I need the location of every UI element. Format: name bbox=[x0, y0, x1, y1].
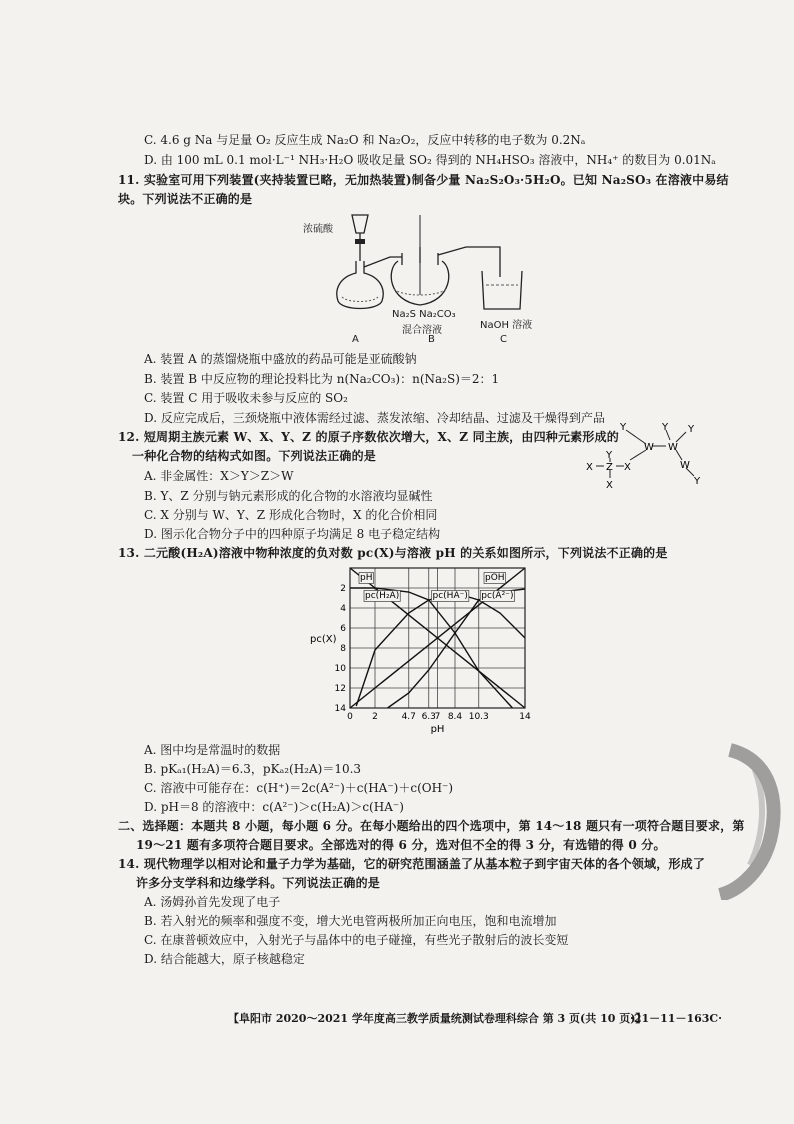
label-b-solution-2: 混合溶液 bbox=[402, 325, 442, 336]
atom-x-2: X bbox=[624, 462, 631, 473]
q13-stem: 13. 二元酸(H₂A)溶液中物种浓度的负对数 pc(X)与溶液 pH 的关系如图所示，下列说法不正确的是 bbox=[118, 546, 668, 560]
y-tick-4: 10 bbox=[334, 664, 346, 674]
q13-option-d: D. pH＝8 的溶液中：c(A²⁻)＞c(H₂A)＞c(HA⁻) bbox=[144, 800, 404, 814]
q11-option-b: B. 装置 B 中反应物的理论投料比为 n(Na₂CO₃)：n(Na₂S)＝2：1 bbox=[144, 372, 500, 386]
q11-stem-line2: 块。下列说法不正确的是 bbox=[118, 192, 253, 206]
section-2-heading-line1: 二、选择题：本题共 8 小题，每小题 6 分。在每小题给出的四个选项中，第 14～18 题只有一项符合题目要求，第 bbox=[118, 819, 745, 833]
label-device-a: A bbox=[352, 334, 359, 345]
q14-option-a: A. 汤姆孙首先发现了电子 bbox=[144, 895, 281, 909]
y-tick-1: 4 bbox=[340, 604, 346, 614]
q14-option-b: B. 若入射光的频率和强度不变，增大光电管两极所加正向电压，饱和电流增加 bbox=[144, 914, 557, 928]
x-tick-3: 6.3 bbox=[421, 712, 436, 722]
pc-ph-chart bbox=[300, 560, 550, 735]
atom-w-1: W bbox=[644, 442, 654, 453]
atom-x-1: X bbox=[586, 462, 593, 473]
q13-option-b: B. pKₐ₁(H₂A)＝6.3，pKₐ₂(H₂A)＝10.3 bbox=[144, 762, 362, 776]
q14-stem-line2: 许多分支学科和边缘学科。下列说法正确的是 bbox=[136, 876, 381, 890]
beaker-c bbox=[482, 271, 522, 309]
series-line-4 bbox=[388, 589, 526, 708]
atom-y-2: Y bbox=[662, 422, 669, 433]
label-device-c: C bbox=[500, 334, 507, 345]
q11-stem-line1: 11. 实验室可用下列装置(夹持装置已略，无加热装置)制备少量 Na₂S₂O₃·5H₂O。已知 Na₂SO₃ 在溶液中易结 bbox=[118, 173, 729, 187]
q14-option-d: D. 结合能越大，原子核越稳定 bbox=[144, 952, 305, 966]
y-tick-3: 8 bbox=[340, 644, 346, 654]
x-tick-7: 14 bbox=[519, 712, 531, 722]
flask-a-reagent bbox=[342, 297, 378, 302]
label-concentrated-acid: 浓硫酸 bbox=[303, 224, 333, 235]
x-tick-5: 8.4 bbox=[447, 712, 463, 722]
annotation-2: pc(HA⁻) bbox=[432, 591, 468, 601]
y-axis-label: pc(X) bbox=[310, 634, 337, 645]
series-line-3 bbox=[356, 593, 525, 706]
atom-w-2: W bbox=[668, 442, 678, 453]
q12-stem-line1: 12. 短周期主族元素 W、X、Y、Z 的原子序数依次增大，X、Z 同主族，由四种元素形成的 bbox=[118, 430, 619, 444]
page-footer-code: ·21－11－163C· bbox=[630, 1012, 722, 1025]
structure-formula bbox=[582, 420, 712, 495]
atom-y-1: Y bbox=[620, 422, 627, 433]
x-tick-2: 4.7 bbox=[401, 712, 416, 722]
funnel-stopcock bbox=[355, 239, 365, 244]
scan-artifact bbox=[700, 740, 790, 900]
atom-y-3: Y bbox=[606, 450, 613, 461]
y-tick-6: 14 bbox=[334, 704, 346, 714]
label-b-solution-1: Na₂S Na₂CO₃ bbox=[392, 309, 456, 320]
q12-option-d: D. 图示化合物分子中的四种原子均满足 8 电子稳定结构 bbox=[144, 527, 441, 541]
q14-option-c: C. 在康普顿效应中，入射光子与晶体中的电子碰撞，有些光子散射后的波长变短 bbox=[144, 933, 569, 947]
atom-x-3: X bbox=[606, 480, 613, 491]
section-2-heading-line2: 19～21 题有多项符合题目要求。全部选对的得 6 分，选对但不全的得 3 分，有选错的得 0 分。 bbox=[136, 838, 666, 852]
q11-option-d: D. 反应完成后，三颈烧瓶中液体需经过滤、蒸发浓缩、冷却结晶、过滤及干燥得到产品 bbox=[144, 411, 605, 425]
y-tick-labels bbox=[335, 584, 347, 714]
x-tick-6: 10.3 bbox=[468, 712, 489, 722]
prev-option-d: D. 由 100 mL 0.1 mol·L⁻¹ NH₃·H₂O 吸收足量 SO₂ 得到的 NH₄HSO₃ 溶液中，NH₄⁺ 的数目为 0.01Nₐ bbox=[144, 153, 716, 167]
dropping-funnel bbox=[352, 215, 368, 233]
series-annotations bbox=[359, 573, 514, 602]
q12-option-c: C. X 分别与 W、Y、Z 形成化合物时，X 的化合价相同 bbox=[144, 508, 438, 522]
q12-stem-line2: 一种化合物的结构式如图。下列说法正确的是 bbox=[132, 449, 377, 463]
annotation-4: pOH bbox=[485, 573, 505, 583]
x-tick-4: 7 bbox=[434, 712, 441, 722]
annotation-0: pH bbox=[360, 573, 373, 583]
q12-option-b: B. Y、Z 分别与钠元素形成的化合物的水溶液均显碱性 bbox=[144, 489, 433, 503]
annotation-1: pc(H₂A) bbox=[365, 591, 400, 601]
atom-z: Z bbox=[606, 462, 613, 473]
atom-y-5: Y bbox=[688, 424, 695, 435]
q14-stem-line1: 14. 现代物理学以相对论和量子力学为基础，它的研究范围涵盖了从基本粒子到宇宙天体的各个领域，形成了 bbox=[118, 857, 706, 871]
q11-option-c: C. 装置 C 用于吸收未参与反应的 SO₂ bbox=[144, 391, 348, 405]
prev-option-c: C. 4.6 g Na 与足量 O₂ 反应生成 Na₂O 和 Na₂O₂，反应中转移的电子数为 0.2Nₐ bbox=[144, 133, 586, 147]
x-tick-labels bbox=[347, 712, 531, 722]
x-tick-1: 2 bbox=[372, 712, 378, 722]
label-device-b: B bbox=[428, 334, 435, 345]
page-footer-info: 【阜阳市 2020～2021 学年度高三教学质量统测试卷理科综合 第 3 页(共 10 页)】 bbox=[228, 1012, 647, 1025]
x-tick-0: 0 bbox=[347, 712, 353, 722]
label-c-solution: NaOH 溶液 bbox=[480, 320, 533, 331]
atom-w-3: W bbox=[680, 460, 690, 471]
q11-option-a: A. 装置 A 的蒸馏烧瓶中盛放的药品可能是亚硫酸钠 bbox=[144, 352, 417, 366]
q13-option-c: C. 溶液中可能存在：c(H⁺)＝2c(A²⁻)＋c(HA⁻)＋c(OH⁻) bbox=[144, 781, 454, 795]
y-tick-5: 12 bbox=[334, 684, 346, 694]
q12-option-a: A. 非金属性：X＞Y＞Z＞W bbox=[144, 469, 294, 483]
y-tick-0: 2 bbox=[340, 584, 346, 594]
tube-b-to-c bbox=[438, 247, 500, 277]
flask-a bbox=[337, 261, 383, 309]
y-tick-2: 6 bbox=[340, 624, 346, 634]
atom-y-4: Y bbox=[694, 476, 701, 487]
annotation-3: pc(A²⁻) bbox=[481, 591, 514, 601]
x-axis-label: pH bbox=[430, 724, 445, 735]
q13-option-a: A. 图中均是常温时的数据 bbox=[144, 743, 281, 757]
